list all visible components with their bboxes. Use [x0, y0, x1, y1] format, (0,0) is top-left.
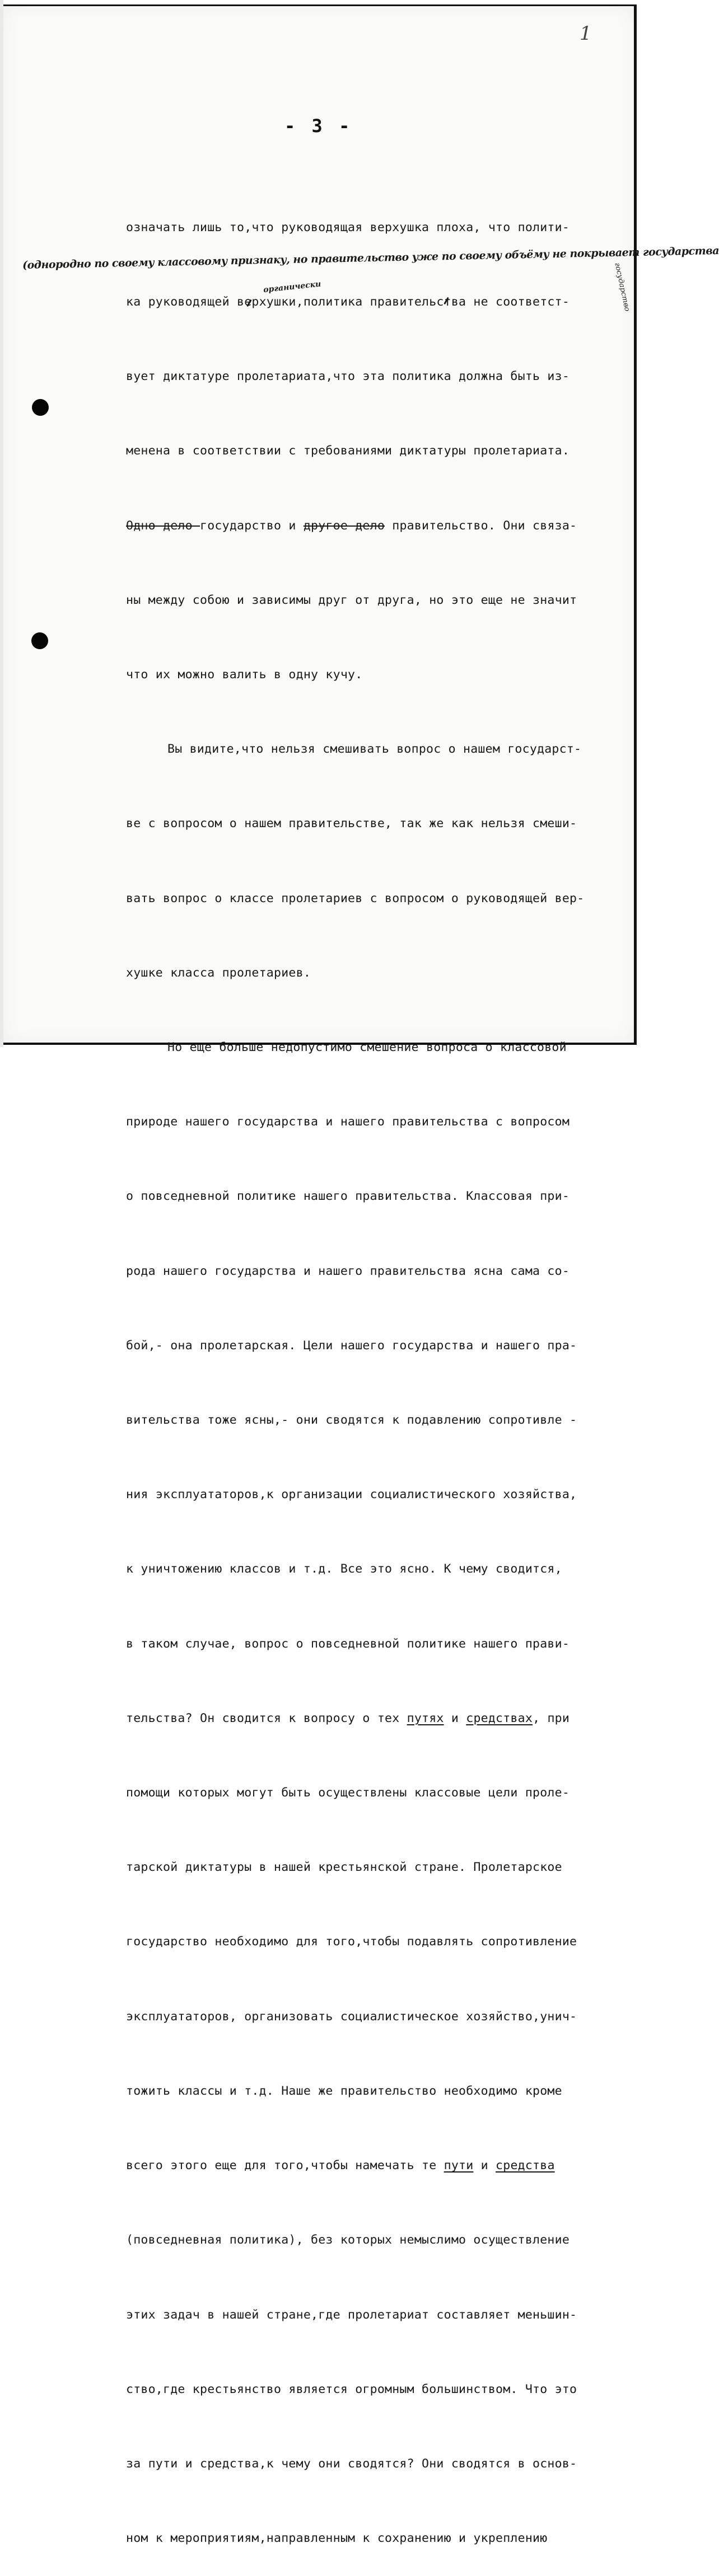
text-line: помощи которых могут быть осуществлены классовые цели проле- [126, 1786, 570, 1800]
text-segment: , при [533, 1711, 570, 1725]
text-segment: всего этого еще для того,чтобы намечать те [126, 2159, 444, 2173]
text-line: рода нашего государства и нашего правительства ясна сама со- [126, 1264, 570, 1278]
text-line-underlined [126, 1706, 619, 1731]
text-line: к уничтожению классов и т.д. Все это ясно. К чему сводится, [126, 1562, 562, 1576]
text-line: о повседневной политике нашего правительства. Классовая при- [126, 1189, 570, 1204]
text-line: ве с вопросом о нашем правительстве, так же как нельзя смеши- [126, 817, 577, 831]
text-line: вать вопрос о классе пролетариев с вопросом о руководящей вер- [126, 891, 585, 905]
text-line: эксплуататоров, организовать социалистическое хозяйство,унич- [126, 2009, 577, 2024]
text-line: вует диктатуре пролетариата,что эта политика должна быть из- [126, 369, 570, 384]
text-line: ство,где крестьянство является огромным большинством. Что это [126, 2382, 577, 2396]
text-line: в таком случае, вопрос о повседневной политике нашего прави- [126, 1636, 570, 1651]
underlined-text: средства [496, 2159, 555, 2173]
text-line: (повседневная политика), без которых немыслимо осуществление [126, 2233, 570, 2247]
text-line: менена в соответствии с требованиями диктатуры пролетариата. [126, 444, 570, 458]
punch-hole-top [32, 399, 49, 416]
text-line: Вы видите,что нельзя смешивать вопрос о нашем государст- [167, 742, 582, 757]
text-line: тожить классы и т.д. Наше же правительство необходимо кроме [126, 2084, 562, 2098]
text-line: природе нашего государства и нашего правительства с вопросом [126, 1115, 570, 1129]
text-line: ния эксплуататоров,к организации социалистического хозяйства, [126, 1488, 577, 1502]
text-line-edited [126, 514, 619, 538]
text-line: ны между собою и зависимы друг от друга, но это еще не значит [126, 593, 577, 607]
handwritten-insertion: органически [263, 279, 322, 295]
underlined-text: средствах [466, 1711, 533, 1725]
struck-text: Одно дело [126, 518, 200, 533]
archive-sheet-number: 1 [580, 22, 592, 45]
text-segment: и [473, 2159, 496, 2173]
text-line: означать лишь то,что руководящая верхушка плоха, что полити- [126, 220, 570, 234]
text-line: за пути и средства,к чему они сводятся? Они сводятся в основ- [126, 2456, 577, 2471]
punch-hole-bottom [31, 632, 48, 649]
text-line: ном к мероприятиям,направленным к сохранению и укреплению [126, 2531, 548, 2546]
typewritten-text [126, 166, 619, 2576]
text-line: что их можно валить в одну кучу. [126, 668, 363, 682]
text-segment: тельства? Он сводится к вопросу о тех [126, 1711, 407, 1725]
handwritten-side-note: государство [613, 262, 632, 312]
handwritten-margin-note: (однородно по своему классовому признаку, но правительство уже по своему объёму не покрывает государства [22, 244, 719, 272]
underlined-text: пути [443, 2159, 474, 2173]
text-line: хушке класса пролетариев. [126, 965, 311, 980]
text-line: Но еще больше недопустимо смешение вопроса о классовой [167, 1040, 567, 1055]
text-line-underlined [126, 2153, 619, 2178]
text-segment: правительство. Они связа- [385, 518, 577, 533]
text-segment: и [443, 1711, 466, 1725]
text-line: государство необходимо для того,чтобы подавлять сопротивление [126, 1935, 577, 1949]
text-line: этих задач в нашей стране,где пролетариат составляет меньшин- [126, 2307, 577, 2322]
text-line: вительства тоже ясны,- они сводятся к подавлению сопротивле - [126, 1413, 577, 1428]
text-line: тарской диктатуры в нашей крестьянской стране. Пролетарское [126, 1860, 562, 1875]
page-number: - 3 - [284, 115, 353, 137]
struck-text: другое дело [303, 518, 385, 533]
text-line: ка руководящей верхушки,политика правительства не соответст- [126, 295, 570, 309]
underlined-text: путях [407, 1711, 444, 1725]
text-line: бой,- она пролетарская. Цели нашего государства и нашего пра- [126, 1338, 577, 1353]
text-segment: государство и [200, 518, 304, 533]
